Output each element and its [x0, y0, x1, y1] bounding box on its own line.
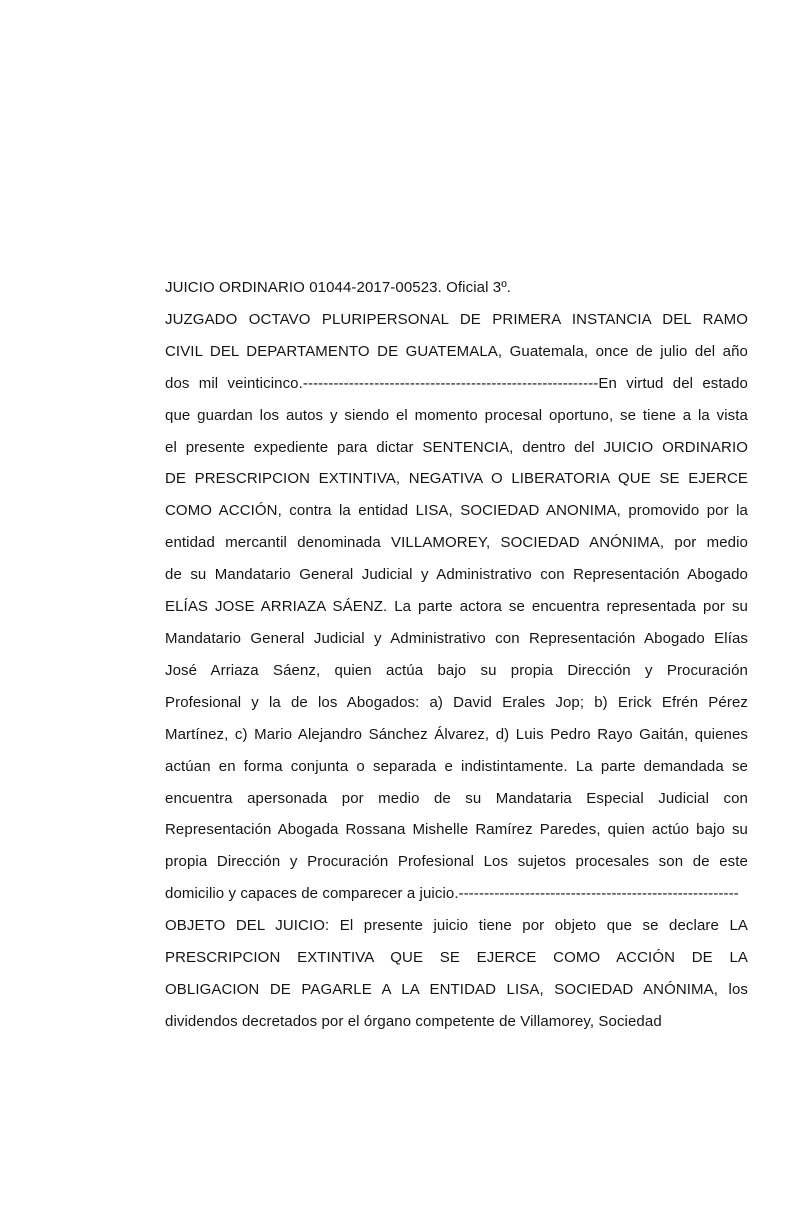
- document-line: propia Dirección y Procuración Profesional Los sujetos procesales son de este: [165, 853, 748, 871]
- document-line: dos mil veinticinco.----------------------------------------------------------En virtud del estado: [165, 374, 748, 392]
- document-line: Mandatario General Judicial y Administrativo con Representación Abogado Elías: [165, 629, 748, 647]
- document-body: [165, 272, 748, 1038]
- document-line: Representación Abogada Rossana Mishelle Ramírez Paredes, quien actúo bajo su: [165, 821, 748, 839]
- document-line: COMO ACCIÓN, contra la entidad LISA, SOCIEDAD ANONIMA, promovido por la: [165, 502, 748, 520]
- document-line: JUZGADO OCTAVO PLURIPERSONAL DE PRIMERA INSTANCIA DEL RAMO: [165, 310, 748, 328]
- document-line: OBJETO DEL JUICIO: El presente juicio tiene por objeto que se declare LA: [165, 917, 748, 935]
- document-line: DE PRESCRIPCION EXTINTIVA, NEGATIVA O LIBERATORIA QUE SE EJERCE: [165, 470, 748, 488]
- document-line: dividendos decretados por el órgano competente de Villamorey, Sociedad: [165, 1012, 662, 1030]
- document-line: de su Mandatario General Judicial y Administrativo con Representación Abogado: [165, 566, 748, 584]
- document-line: domicilio y capaces de comparecer a juicio.-------------------------------------------------------: [165, 885, 739, 903]
- document-line: el presente expediente para dictar SENTENCIA, dentro del JUICIO ORDINARIO: [165, 438, 748, 456]
- document-line: PRESCRIPCION EXTINTIVA QUE SE EJERCE COMO ACCIÓN DE LA: [165, 949, 748, 967]
- document-line: José Arriaza Sáenz, quien actúa bajo su propia Dirección y Procuración: [165, 661, 748, 679]
- document-line: CIVIL DEL DEPARTAMENTO DE GUATEMALA, Guatemala, once de julio del año: [165, 342, 748, 360]
- document-line: que guardan los autos y siendo el momento procesal oportuno, se tiene a la vista: [165, 406, 748, 424]
- document-line: ELÍAS JOSE ARRIAZA SÁENZ. La parte actora se encuentra representada por su: [165, 598, 748, 616]
- document-line: JUICIO ORDINARIO 01044-2017-00523. Oficial 3º.: [165, 279, 512, 296]
- document-line: entidad mercantil denominada VILLAMOREY, SOCIEDAD ANÓNIMA, por medio: [165, 534, 748, 552]
- document-line: Martínez, c) Mario Alejandro Sánchez Álvarez, d) Luis Pedro Rayo Gaitán, quienes: [165, 725, 748, 743]
- document-line: actúan en forma conjunta o separada e indistintamente. La parte demandada se: [165, 757, 748, 775]
- document-line: OBLIGACION DE PAGARLE A LA ENTIDAD LISA, SOCIEDAD ANÓNIMA, los: [165, 980, 748, 998]
- document-line: Profesional y la de los Abogados: a) David Erales Jop; b) Erick Efrén Pérez: [165, 693, 748, 711]
- document-line: encuentra apersonada por medio de su Mandataria Especial Judicial con: [165, 789, 748, 807]
